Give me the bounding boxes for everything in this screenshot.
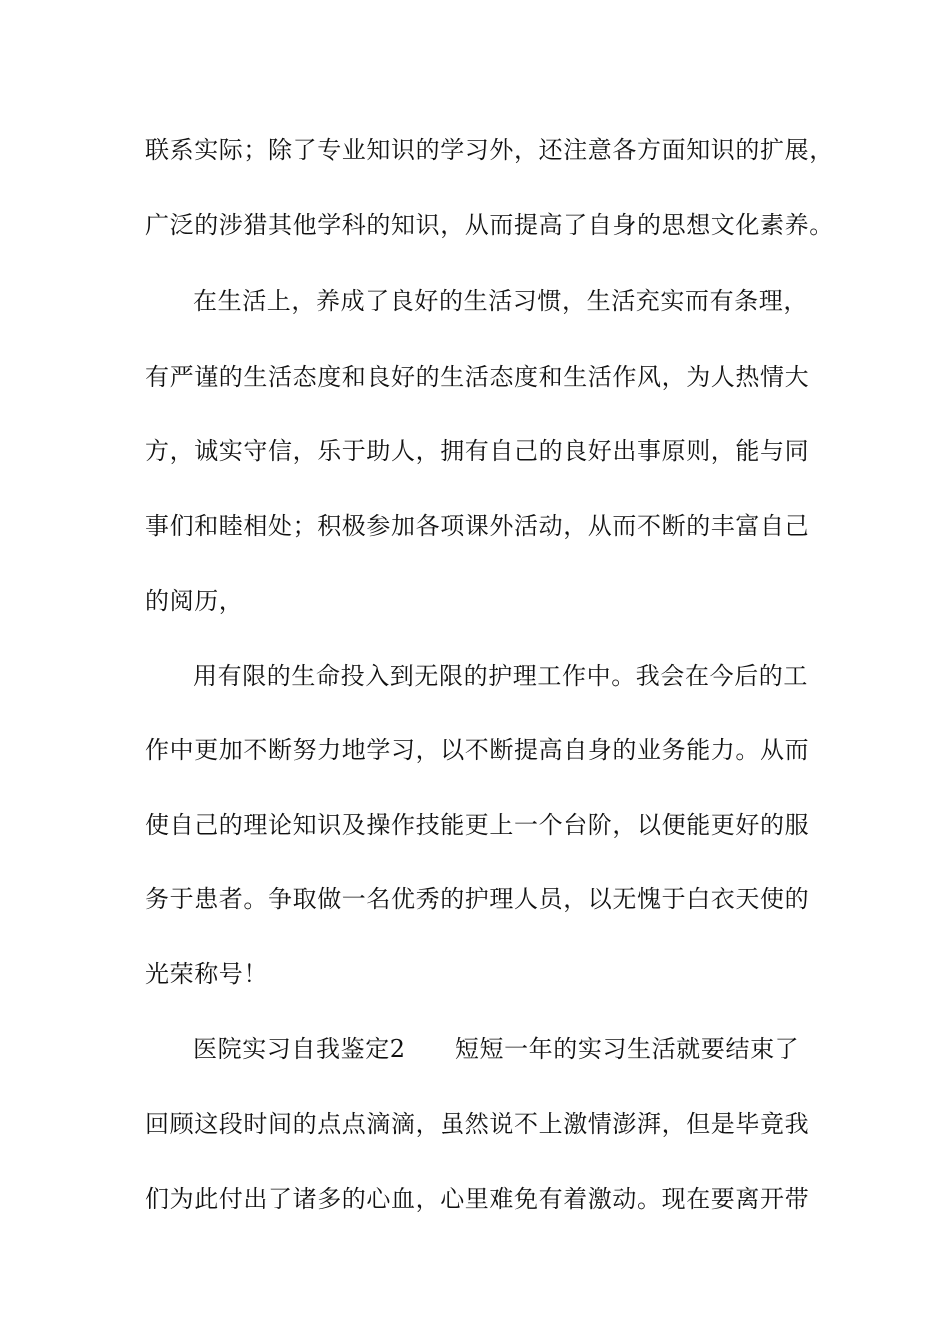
text-line: 有严谨的生活态度和良好的生活态度和生活作风，为人热情大 — [145, 363, 810, 391]
text-line: 作中更加不断努力地学习，以不断提高自身的业务能力。从而 — [145, 736, 810, 764]
text-line: 联系实际；除了专业知识的学习外，还注意各方面知识的扩展， — [145, 136, 834, 164]
text-line: 事们和睦相处；积极参加各项课外活动，从而不断的丰富自己 — [145, 512, 810, 540]
text-line: 的阅历， — [145, 587, 244, 615]
paragraph-start-line: 在生活上，养成了良好的生活习惯，生活充实而有条理， — [193, 287, 808, 315]
text-line: 广泛的涉猎其他学科的知识，从而提高了自身的思想文化素养。 — [145, 211, 834, 239]
text-line: 们为此付出了诸多的心血，心里难免有着激动。现在要离开带 — [145, 1185, 810, 1213]
text-line: 使自己的理论知识及操作技能更上一个台阶，以便能更好的服 — [145, 811, 810, 839]
text-line: 光荣称号！ — [145, 960, 268, 988]
section-heading-line: 医院实习自我鉴定2 短短一年的实习生活就要结束了 — [193, 1035, 800, 1063]
text-line: 回顾这段时间的点点滴滴，虽然说不上激情澎湃，但是毕竟我 — [145, 1110, 810, 1138]
text-line: 方，诚实守信，乐于助人，拥有自己的良好出事原则，能与同 — [145, 437, 810, 465]
paragraph-start-line: 用有限的生命投入到无限的护理工作中。我会在今后的工 — [193, 662, 808, 690]
text-line: 务于患者。争取做一名优秀的护理人员，以无愧于白衣天使的 — [145, 885, 810, 913]
